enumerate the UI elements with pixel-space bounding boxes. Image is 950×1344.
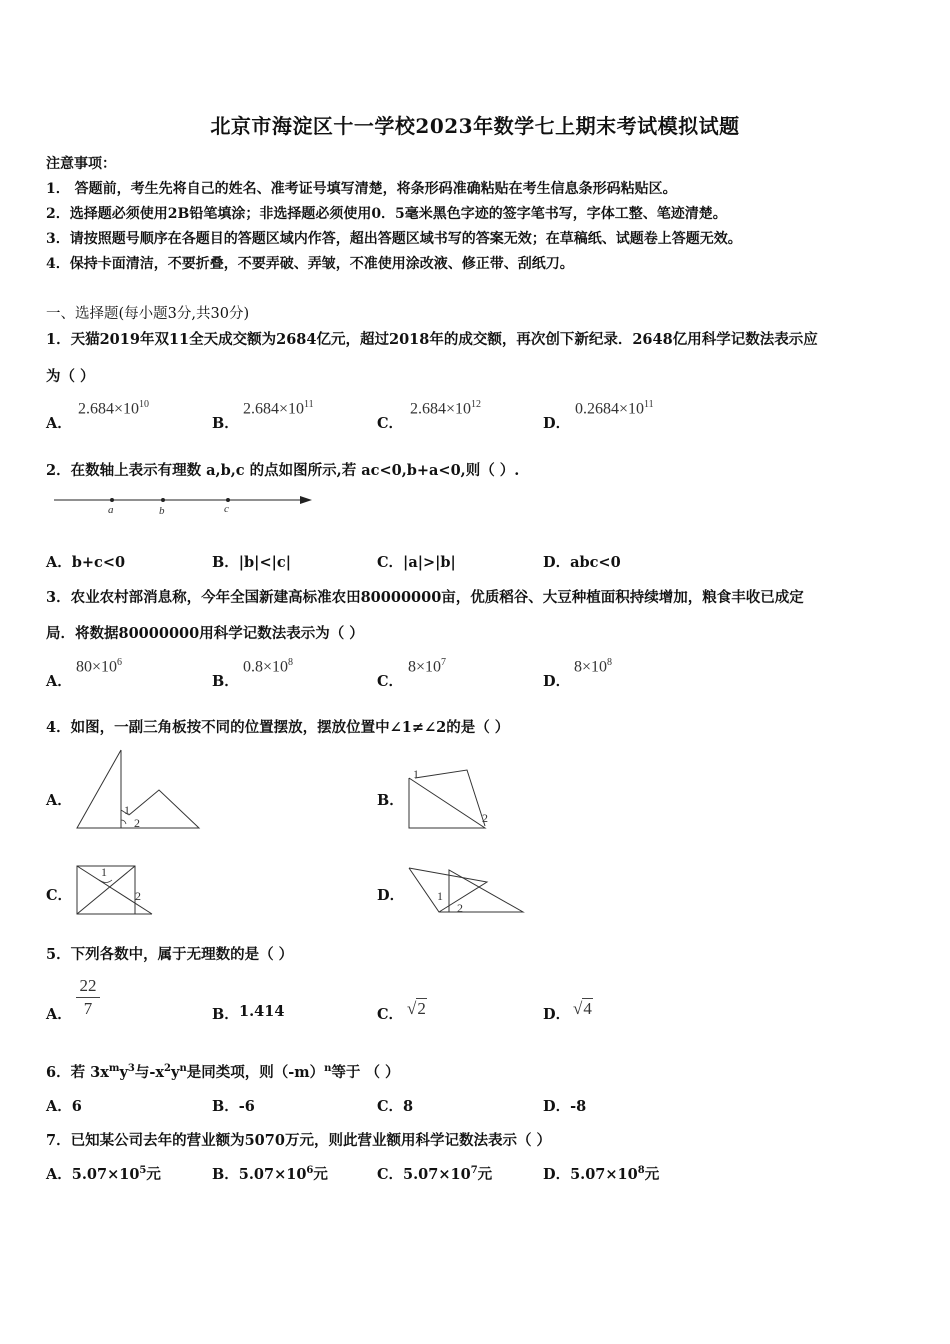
q7-option-c: C．$5.07\times 10^7$元 <box>377 1165 493 1183</box>
q4-figure-a <box>74 748 204 834</box>
q5-option-c-label: C． <box>377 1006 404 1023</box>
q4c-angle-2: 2 <box>135 889 141 903</box>
q4-figure-b <box>405 764 495 832</box>
q2-option-c: C．|a|>|b| <box>377 554 456 571</box>
q3-option-c-value: $8\times 10^7$ <box>408 657 447 676</box>
q1-stem-line1: 1．天猫2019年双11全天成交额为2684亿元，超过2018年的成交额，再次创下新纪录．2648亿用科学记数法表示应 <box>46 331 818 348</box>
q1-stem-line2: 为（ ） <box>46 368 95 385</box>
q4-option-a-label: A． <box>46 792 72 809</box>
q7-option-a: A．$5.07\times 10^5$元 <box>46 1165 161 1183</box>
q3-option-b-label: B． <box>212 673 239 690</box>
q4a-angle-1: 1 <box>124 803 130 817</box>
q1-option-c-label: C． <box>377 415 404 432</box>
notice-item-4: 4．保持卡面清洁，不要折叠，不要弄破、弄皱，不准使用涂改液、修正带、刮纸刀。 <box>46 256 574 272</box>
q1-option-b-value: $2.684\times 10^{11}$ <box>243 399 314 418</box>
q4d-angle-2: 2 <box>457 901 463 915</box>
q1-option-b-label: B． <box>212 415 239 432</box>
notice-item-2: 2．选择题必须使用2B铅笔填涂；非选择题必须使用0．5毫米黑色字迹的签字笔书写，字体工整、笔迹清楚。 <box>46 206 727 222</box>
q7-option-b: B．$5.07\times 10^6$元 <box>212 1165 328 1183</box>
point-b-label: b <box>159 505 165 517</box>
q1-option-a-value: $2.684\times 10^{10}$ <box>78 399 150 418</box>
q1-option-d-label: D． <box>543 415 571 432</box>
number-line-figure <box>50 490 320 520</box>
q5-option-a-fraction <box>76 976 100 1019</box>
notice-item-1: 1． 答题前，考生先将自己的姓名、准考证号填写清楚，将条形码准确粘贴在考生信息条形码粘贴区。 <box>46 181 677 197</box>
q5-option-b-label: B． <box>212 1006 239 1023</box>
q5-stem: 5．下列各数中，属于无理数的是（ ） <box>46 946 294 963</box>
point-b <box>161 498 165 502</box>
q5-option-b-value: 1.414 <box>239 1003 285 1020</box>
q5-option-a-label: A． <box>46 1006 72 1023</box>
q1-option-a-label: A． <box>46 415 72 432</box>
q4-figure-c <box>74 858 158 918</box>
notice-item-3: 3．请按照题号顺序在各题目的答题区域内作答，超出答题区域书写的答案无效；在草稿纸、试题卷上答题无效。 <box>46 231 742 247</box>
q6-option-a: A．6 <box>46 1098 82 1115</box>
q4d-angle-1: 1 <box>437 889 443 903</box>
q3-stem-line1: 3．农业农村部消息称，今年全国新建高标准农田80000000亩，优质稻谷、大豆种植面积持续增加，粮食丰收已成定 <box>46 589 804 606</box>
number-line-arrow <box>300 496 312 504</box>
point-c <box>226 498 230 502</box>
q3-option-c-label: C． <box>377 673 404 690</box>
q3-stem-line2: 局．将数据80000000用科学记数法表示为（ ） <box>46 625 364 642</box>
q2-option-a: A．b+c<0 <box>46 554 126 571</box>
q2-option-d: D．abc<0 <box>543 554 621 571</box>
q5-option-d-sqrt: √4 <box>573 999 592 1018</box>
q3-option-d-value: $8\times 10^8$ <box>574 657 613 676</box>
q2-stem: 2．在数轴上表示有理数 a,b,c 的点如图所示,若 ac<0,b+a<0,则（ ）. <box>46 462 520 479</box>
q1-option-c-value: $2.684\times 10^{12}$ <box>410 399 482 418</box>
q3-option-d-label: D． <box>543 673 571 690</box>
q6-option-b: B．-6 <box>212 1098 255 1115</box>
q6-option-d: D．-8 <box>543 1098 587 1115</box>
q4-figure-d <box>405 860 529 920</box>
q5-option-d-label: D． <box>543 1006 571 1023</box>
point-a <box>110 498 114 502</box>
page-title: 北京市海淀区十一学校2023年数学七上期末考试模拟试题 <box>210 114 740 138</box>
q3-option-a-label: A． <box>46 673 72 690</box>
q4b-angle-1: 1 <box>413 767 419 781</box>
q3-option-a-value: $80\times 10^6$ <box>76 657 123 676</box>
q4-option-c-label: C． <box>46 887 73 904</box>
q4-stem: 4．如图，一副三角板按不同的位置摆放，摆放位置中∠1≠∠2的是（ ） <box>46 719 510 736</box>
q7-stem: 7．已知某公司去年的营业额为5070万元，则此营业额用科学记数法表示（ ） <box>46 1132 551 1149</box>
fraction-bar <box>76 997 100 998</box>
notice-heading: 注意事项： <box>46 156 116 172</box>
point-c-label: c <box>224 503 229 515</box>
q4-option-d-label: D． <box>377 887 405 904</box>
q1-option-d-value: $0.2684\times 10^{11}$ <box>575 399 654 418</box>
fraction-numerator: 22 <box>79 976 97 995</box>
q4-option-b-label: B． <box>377 792 404 809</box>
q6-option-c: C．8 <box>377 1098 414 1115</box>
q3-option-b-value: $0.8\times 10^8$ <box>243 657 294 676</box>
q7-option-d: D．$5.07\times 10^8$元 <box>543 1165 660 1183</box>
q2-option-b: B．|b|<|c| <box>212 554 291 571</box>
section-heading: 一、选择题(每小题3分,共30分) <box>46 306 250 322</box>
point-a-label: a <box>108 504 114 516</box>
q4c-angle-1: 1 <box>101 865 107 879</box>
fraction-denominator: 7 <box>83 999 93 1018</box>
q4b-angle-2: 2 <box>482 811 488 825</box>
q6-stem: 6．若 $3x^my^3$与$-x^2y^n$是同类项，则$(-m)^n$等于 （ ） <box>46 1063 400 1081</box>
q5-option-c-sqrt: √2 <box>407 999 426 1018</box>
q4a-angle-2: 2 <box>134 816 140 830</box>
